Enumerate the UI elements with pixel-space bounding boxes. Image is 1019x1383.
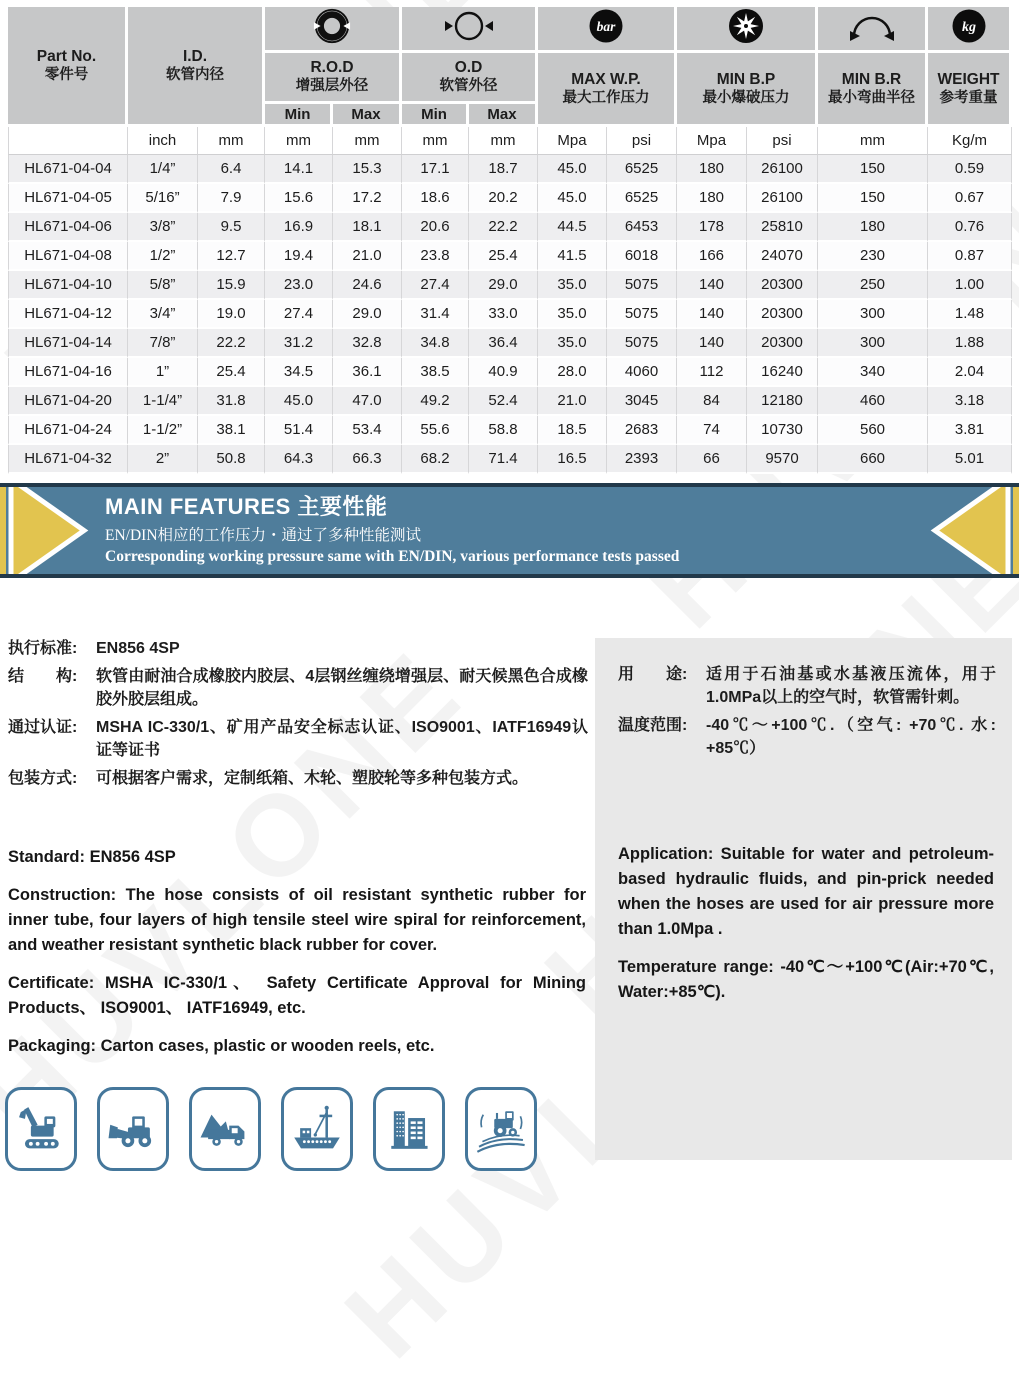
table-cell: 112 bbox=[677, 358, 747, 387]
table-cell: 20300 bbox=[747, 329, 818, 358]
table-cell: 45.0 bbox=[538, 184, 607, 213]
spec-certificate-en: Certificate: MSHA IC-330/1、 Safety Certificate Approval for Mining Products、 ISO9001、 IATF16949, etc. bbox=[8, 974, 586, 1017]
table-cell: 18.6 bbox=[402, 184, 469, 213]
english-specs-left bbox=[8, 845, 586, 1072]
table-row bbox=[8, 155, 1012, 184]
table-cell: 21.0 bbox=[538, 387, 607, 416]
bend-radius-icon bbox=[818, 7, 928, 53]
table-cell: 7.9 bbox=[198, 184, 265, 213]
col-header-max-wp: MAX W.P. 最大工作压力 bbox=[538, 53, 677, 127]
rod-min-header: Min bbox=[265, 104, 333, 127]
table-cell: 64.3 bbox=[265, 445, 333, 474]
table-cell: 1-1/2” bbox=[128, 416, 198, 445]
table-cell: 140 bbox=[677, 271, 747, 300]
spec-table bbox=[8, 7, 1012, 474]
table-cell: 15.3 bbox=[333, 155, 402, 184]
table-cell: 35.0 bbox=[538, 300, 607, 329]
table-cell: 71.4 bbox=[469, 445, 538, 474]
table-cell: 66.3 bbox=[333, 445, 402, 474]
table-cell: 140 bbox=[677, 300, 747, 329]
banner-title: MAIN FEATURES 主要性能 bbox=[105, 494, 388, 519]
rod-ring-icon bbox=[265, 7, 402, 53]
table-cell: HL671-04-20 bbox=[8, 387, 128, 416]
table-cell: 58.8 bbox=[469, 416, 538, 445]
table-cell: 7/8” bbox=[128, 329, 198, 358]
table-cell: 6525 bbox=[607, 184, 677, 213]
table-cell: 0.67 bbox=[928, 184, 1012, 213]
table-cell: 20.6 bbox=[402, 213, 469, 242]
table-cell: 6453 bbox=[607, 213, 677, 242]
spec-item-certificate-cn: 通过认证: MSHA IC-330/1、矿用产品安全标志认证、ISO9001、IATF16949认证等证书 bbox=[8, 719, 588, 759]
spec-item-construction-cn: 结 构: 软管由耐油合成橡胶内胶层、4层钢丝缠绕增强层、耐天候黑色合成橡胶外胶层组成。 bbox=[8, 668, 588, 708]
table-cell: 20300 bbox=[747, 300, 818, 329]
table-cell: 10730 bbox=[747, 416, 818, 445]
od-circle-icon bbox=[402, 7, 538, 53]
table-cell: 25.4 bbox=[469, 242, 538, 271]
table-cell: 40.9 bbox=[469, 358, 538, 387]
table-cell: 460 bbox=[818, 387, 928, 416]
table-cell: 25.4 bbox=[198, 358, 265, 387]
table-cell: 9.5 bbox=[198, 213, 265, 242]
spec-item-standard-cn: 执行标准: EN856 4SP bbox=[8, 640, 180, 657]
table-cell: HL671-04-14 bbox=[8, 329, 128, 358]
table-cell: 34.8 bbox=[402, 329, 469, 358]
table-cell: 52.4 bbox=[469, 387, 538, 416]
banner-subtitle-cn: EN/DIN相应的工作压力・通过了多种性能测试 bbox=[105, 527, 422, 544]
table-cell: 19.0 bbox=[198, 300, 265, 329]
table-cell: 0.59 bbox=[928, 155, 1012, 184]
table-cell: 31.2 bbox=[265, 329, 333, 358]
table-cell: 35.0 bbox=[538, 329, 607, 358]
spec-item-application-cn: 用 途: 适用于石油基或水基液压流体，用于1.0MPa以上的空气时，软管需针刺。 bbox=[618, 666, 996, 706]
table-cell: 68.2 bbox=[402, 445, 469, 474]
table-cell: 27.4 bbox=[402, 271, 469, 300]
table-cell: 560 bbox=[818, 416, 928, 445]
table-cell: 0.76 bbox=[928, 213, 1012, 242]
table-cell: HL671-04-12 bbox=[8, 300, 128, 329]
table-cell: 2393 bbox=[607, 445, 677, 474]
table-cell: 17.2 bbox=[333, 184, 402, 213]
table-cell: 18.1 bbox=[333, 213, 402, 242]
table-cell: 1-1/4” bbox=[128, 387, 198, 416]
table-cell: 5075 bbox=[607, 271, 677, 300]
burst-icon bbox=[677, 7, 818, 53]
table-cell: 50.8 bbox=[198, 445, 265, 474]
banner-subtitle-en: Corresponding working pressure same with EN/DIN, various performance tests passed bbox=[105, 548, 680, 565]
rod-max-header: Max bbox=[333, 104, 402, 127]
col-header-min-br: MIN B.R 最小弯曲半径 bbox=[818, 53, 928, 127]
table-cell: 74 bbox=[677, 416, 747, 445]
table-cell: 36.1 bbox=[333, 358, 402, 387]
svg-text:kg: kg bbox=[961, 20, 976, 35]
table-cell: 1” bbox=[128, 358, 198, 387]
table-cell: 660 bbox=[818, 445, 928, 474]
spec-packaging-en: Packaging: Carton cases, plastic or wooden reels, etc. bbox=[8, 1037, 435, 1055]
ship-icon bbox=[281, 1087, 353, 1171]
table-cell: 300 bbox=[818, 329, 928, 358]
table-cell: 19.4 bbox=[265, 242, 333, 271]
table-row bbox=[8, 213, 1012, 242]
col-header-weight: WEIGHT 参考重量 bbox=[928, 53, 1012, 127]
table-cell: 45.0 bbox=[538, 155, 607, 184]
table-cell: 53.4 bbox=[333, 416, 402, 445]
table-cell: 47.0 bbox=[333, 387, 402, 416]
table-cell: 5/16” bbox=[128, 184, 198, 213]
spec-temperature-en: Temperature range: -40℃～+100℃(Air:+70℃, Water:+85℃). bbox=[618, 958, 994, 1001]
unit-cell: mm bbox=[265, 127, 333, 155]
table-cell: 2683 bbox=[607, 416, 677, 445]
table-row bbox=[8, 445, 1012, 474]
table-cell: 1.00 bbox=[928, 271, 1012, 300]
table-cell: 66 bbox=[677, 445, 747, 474]
table-cell: HL671-04-08 bbox=[8, 242, 128, 271]
chinese-specs-left bbox=[8, 637, 588, 795]
chinese-specs-right bbox=[618, 663, 996, 765]
table-cell: 84 bbox=[677, 387, 747, 416]
table-cell: HL671-04-06 bbox=[8, 213, 128, 242]
table-cell: 20.2 bbox=[469, 184, 538, 213]
table-cell: 180 bbox=[677, 184, 747, 213]
table-cell: 5075 bbox=[607, 329, 677, 358]
table-cell: 6.4 bbox=[198, 155, 265, 184]
table-cell: 21.0 bbox=[333, 242, 402, 271]
table-body bbox=[8, 155, 1012, 474]
table-cell: 55.6 bbox=[402, 416, 469, 445]
table-cell: 16240 bbox=[747, 358, 818, 387]
table-cell: 24.6 bbox=[333, 271, 402, 300]
table-cell: 16.9 bbox=[265, 213, 333, 242]
table-cell: 12.7 bbox=[198, 242, 265, 271]
table-cell: 180 bbox=[677, 155, 747, 184]
unit-cell: mm bbox=[333, 127, 402, 155]
table-row bbox=[8, 416, 1012, 445]
unit-cell: psi bbox=[747, 127, 818, 155]
table-cell: 18.5 bbox=[538, 416, 607, 445]
table-cell: 6525 bbox=[607, 155, 677, 184]
excavator-icon bbox=[5, 1087, 77, 1171]
table-cell: 1.48 bbox=[928, 300, 1012, 329]
table-row bbox=[8, 271, 1012, 300]
unit-cell: mm bbox=[198, 127, 265, 155]
table-cell: 36.4 bbox=[469, 329, 538, 358]
table-cell: 24070 bbox=[747, 242, 818, 271]
table-cell: HL671-04-32 bbox=[8, 445, 128, 474]
table-cell: 44.5 bbox=[538, 213, 607, 242]
table-cell: 38.1 bbox=[198, 416, 265, 445]
table-cell: 31.4 bbox=[402, 300, 469, 329]
unit-cell: Kg/m bbox=[928, 127, 1012, 155]
table-row bbox=[8, 387, 1012, 416]
table-cell: 16.5 bbox=[538, 445, 607, 474]
table-row bbox=[8, 300, 1012, 329]
buildings-icon bbox=[373, 1087, 445, 1171]
col-header-od: O.D 软管外径 bbox=[402, 53, 538, 104]
col-header-part-no: Part No. 零件号 bbox=[8, 7, 128, 127]
table-cell: 26100 bbox=[747, 184, 818, 213]
table-cell: 23.8 bbox=[402, 242, 469, 271]
table-cell: 5/8” bbox=[128, 271, 198, 300]
table-cell: 23.0 bbox=[265, 271, 333, 300]
table-cell: 250 bbox=[818, 271, 928, 300]
table-cell: 3.18 bbox=[928, 387, 1012, 416]
part-no-label: Part No. bbox=[36, 47, 97, 65]
table-cell: 49.2 bbox=[402, 387, 469, 416]
table-cell: 230 bbox=[818, 242, 928, 271]
col-header-min-bp: MIN B.P 最小爆破压力 bbox=[677, 53, 818, 127]
table-cell: 140 bbox=[677, 329, 747, 358]
col-header-rod: R.O.D 增强层外径 bbox=[265, 53, 402, 104]
table-cell: 12180 bbox=[747, 387, 818, 416]
table-cell: 2” bbox=[128, 445, 198, 474]
table-cell: 166 bbox=[677, 242, 747, 271]
table-cell: 15.6 bbox=[265, 184, 333, 213]
table-cell: HL671-04-16 bbox=[8, 358, 128, 387]
table-cell: 2.04 bbox=[928, 358, 1012, 387]
unit-cell: psi bbox=[607, 127, 677, 155]
table-cell: 29.0 bbox=[469, 271, 538, 300]
unit-cell: Mpa bbox=[677, 127, 747, 155]
table-cell: 150 bbox=[818, 184, 928, 213]
application-icons-row bbox=[5, 1087, 537, 1171]
unit-cell: Mpa bbox=[538, 127, 607, 155]
kg-badge-icon bbox=[928, 7, 1012, 53]
table-row bbox=[8, 184, 1012, 213]
table-cell: 22.2 bbox=[469, 213, 538, 242]
table-cell: 3.81 bbox=[928, 416, 1012, 445]
table-row bbox=[8, 329, 1012, 358]
table-cell: 5075 bbox=[607, 300, 677, 329]
table-cell: 14.1 bbox=[265, 155, 333, 184]
table-cell: 0.87 bbox=[928, 242, 1012, 271]
table-cell: 1/2” bbox=[128, 242, 198, 271]
od-min-header: Min bbox=[402, 104, 469, 127]
table-cell: 32.8 bbox=[333, 329, 402, 358]
unit-cell: mm bbox=[818, 127, 928, 155]
table-cell: 25810 bbox=[747, 213, 818, 242]
spec-item-packaging-cn: 包装方式: 可根据客户需求，定制纸箱、木轮、塑胶轮等多种包装方式。 bbox=[8, 770, 529, 787]
table-cell: 35.0 bbox=[538, 271, 607, 300]
mining-truck-icon bbox=[189, 1087, 261, 1171]
table-cell: 17.1 bbox=[402, 155, 469, 184]
unit-cell: inch bbox=[128, 127, 198, 155]
table-cell: 31.8 bbox=[198, 387, 265, 416]
table-cell: 26100 bbox=[747, 155, 818, 184]
table-cell: 180 bbox=[818, 213, 928, 242]
table-cell: 28.0 bbox=[538, 358, 607, 387]
spec-application-en: Application: Suitable for water and petroleum-based hydraulic fluids, and pin-prick needed when the hoses are used for air pressure more than 1.0Mpa . bbox=[618, 845, 994, 938]
table-cell: 15.9 bbox=[198, 271, 265, 300]
table-cell: 340 bbox=[818, 358, 928, 387]
unit-cell: mm bbox=[402, 127, 469, 155]
unit-cell bbox=[8, 127, 128, 155]
table-cell: 5.01 bbox=[928, 445, 1012, 474]
table-cell: 3045 bbox=[607, 387, 677, 416]
table-cell: 150 bbox=[818, 155, 928, 184]
table-cell: 18.7 bbox=[469, 155, 538, 184]
table-cell: 3/4” bbox=[128, 300, 198, 329]
table-cell: 33.0 bbox=[469, 300, 538, 329]
table-row bbox=[8, 358, 1012, 387]
table-cell: 6018 bbox=[607, 242, 677, 271]
tractor-icon bbox=[465, 1087, 537, 1171]
table-cell: HL671-04-24 bbox=[8, 416, 128, 445]
spec-item-temperature-cn: 温度范围: -40℃～+100℃.（空气: +70℃. 水: +85℃） bbox=[618, 717, 996, 757]
table-cell: 9570 bbox=[747, 445, 818, 474]
table-cell: HL671-04-04 bbox=[8, 155, 128, 184]
spec-construction-en: Construction: The hose consists of oil resistant synthetic rubber for inner tube, four layers of high tensile steel wire spiral for reinforcement, and weather resistant synthetic black rubber for cover. bbox=[8, 886, 586, 954]
wheel-loader-icon bbox=[97, 1087, 169, 1171]
od-max-header: Max bbox=[469, 104, 538, 127]
table-cell: 20300 bbox=[747, 271, 818, 300]
spec-standard-en: Standard: EN856 4SP bbox=[8, 848, 176, 866]
table-cell: 1.88 bbox=[928, 329, 1012, 358]
table-cell: 4060 bbox=[607, 358, 677, 387]
svg-text:bar: bar bbox=[596, 19, 616, 34]
table-cell: 38.5 bbox=[402, 358, 469, 387]
table-cell: 300 bbox=[818, 300, 928, 329]
table-cell: 29.0 bbox=[333, 300, 402, 329]
table-cell: 45.0 bbox=[265, 387, 333, 416]
col-header-id: I.D. 软管内径 bbox=[128, 7, 265, 127]
table-cell: 34.5 bbox=[265, 358, 333, 387]
unit-cell: mm bbox=[469, 127, 538, 155]
table-row bbox=[8, 242, 1012, 271]
units-row bbox=[8, 127, 1012, 155]
main-features-banner bbox=[0, 483, 1019, 578]
table-cell: 22.2 bbox=[198, 329, 265, 358]
table-cell: 3/8” bbox=[128, 213, 198, 242]
banner-right-chevron-decoration bbox=[889, 487, 1019, 574]
table-cell: 41.5 bbox=[538, 242, 607, 271]
english-specs-right bbox=[618, 842, 994, 1018]
table-cell: 27.4 bbox=[265, 300, 333, 329]
table-cell: 1/4” bbox=[128, 155, 198, 184]
table-cell: 178 bbox=[677, 213, 747, 242]
table-cell: HL671-04-10 bbox=[8, 271, 128, 300]
table-cell: HL671-04-05 bbox=[8, 184, 128, 213]
table-cell: 51.4 bbox=[265, 416, 333, 445]
bar-badge-icon bbox=[538, 7, 677, 53]
